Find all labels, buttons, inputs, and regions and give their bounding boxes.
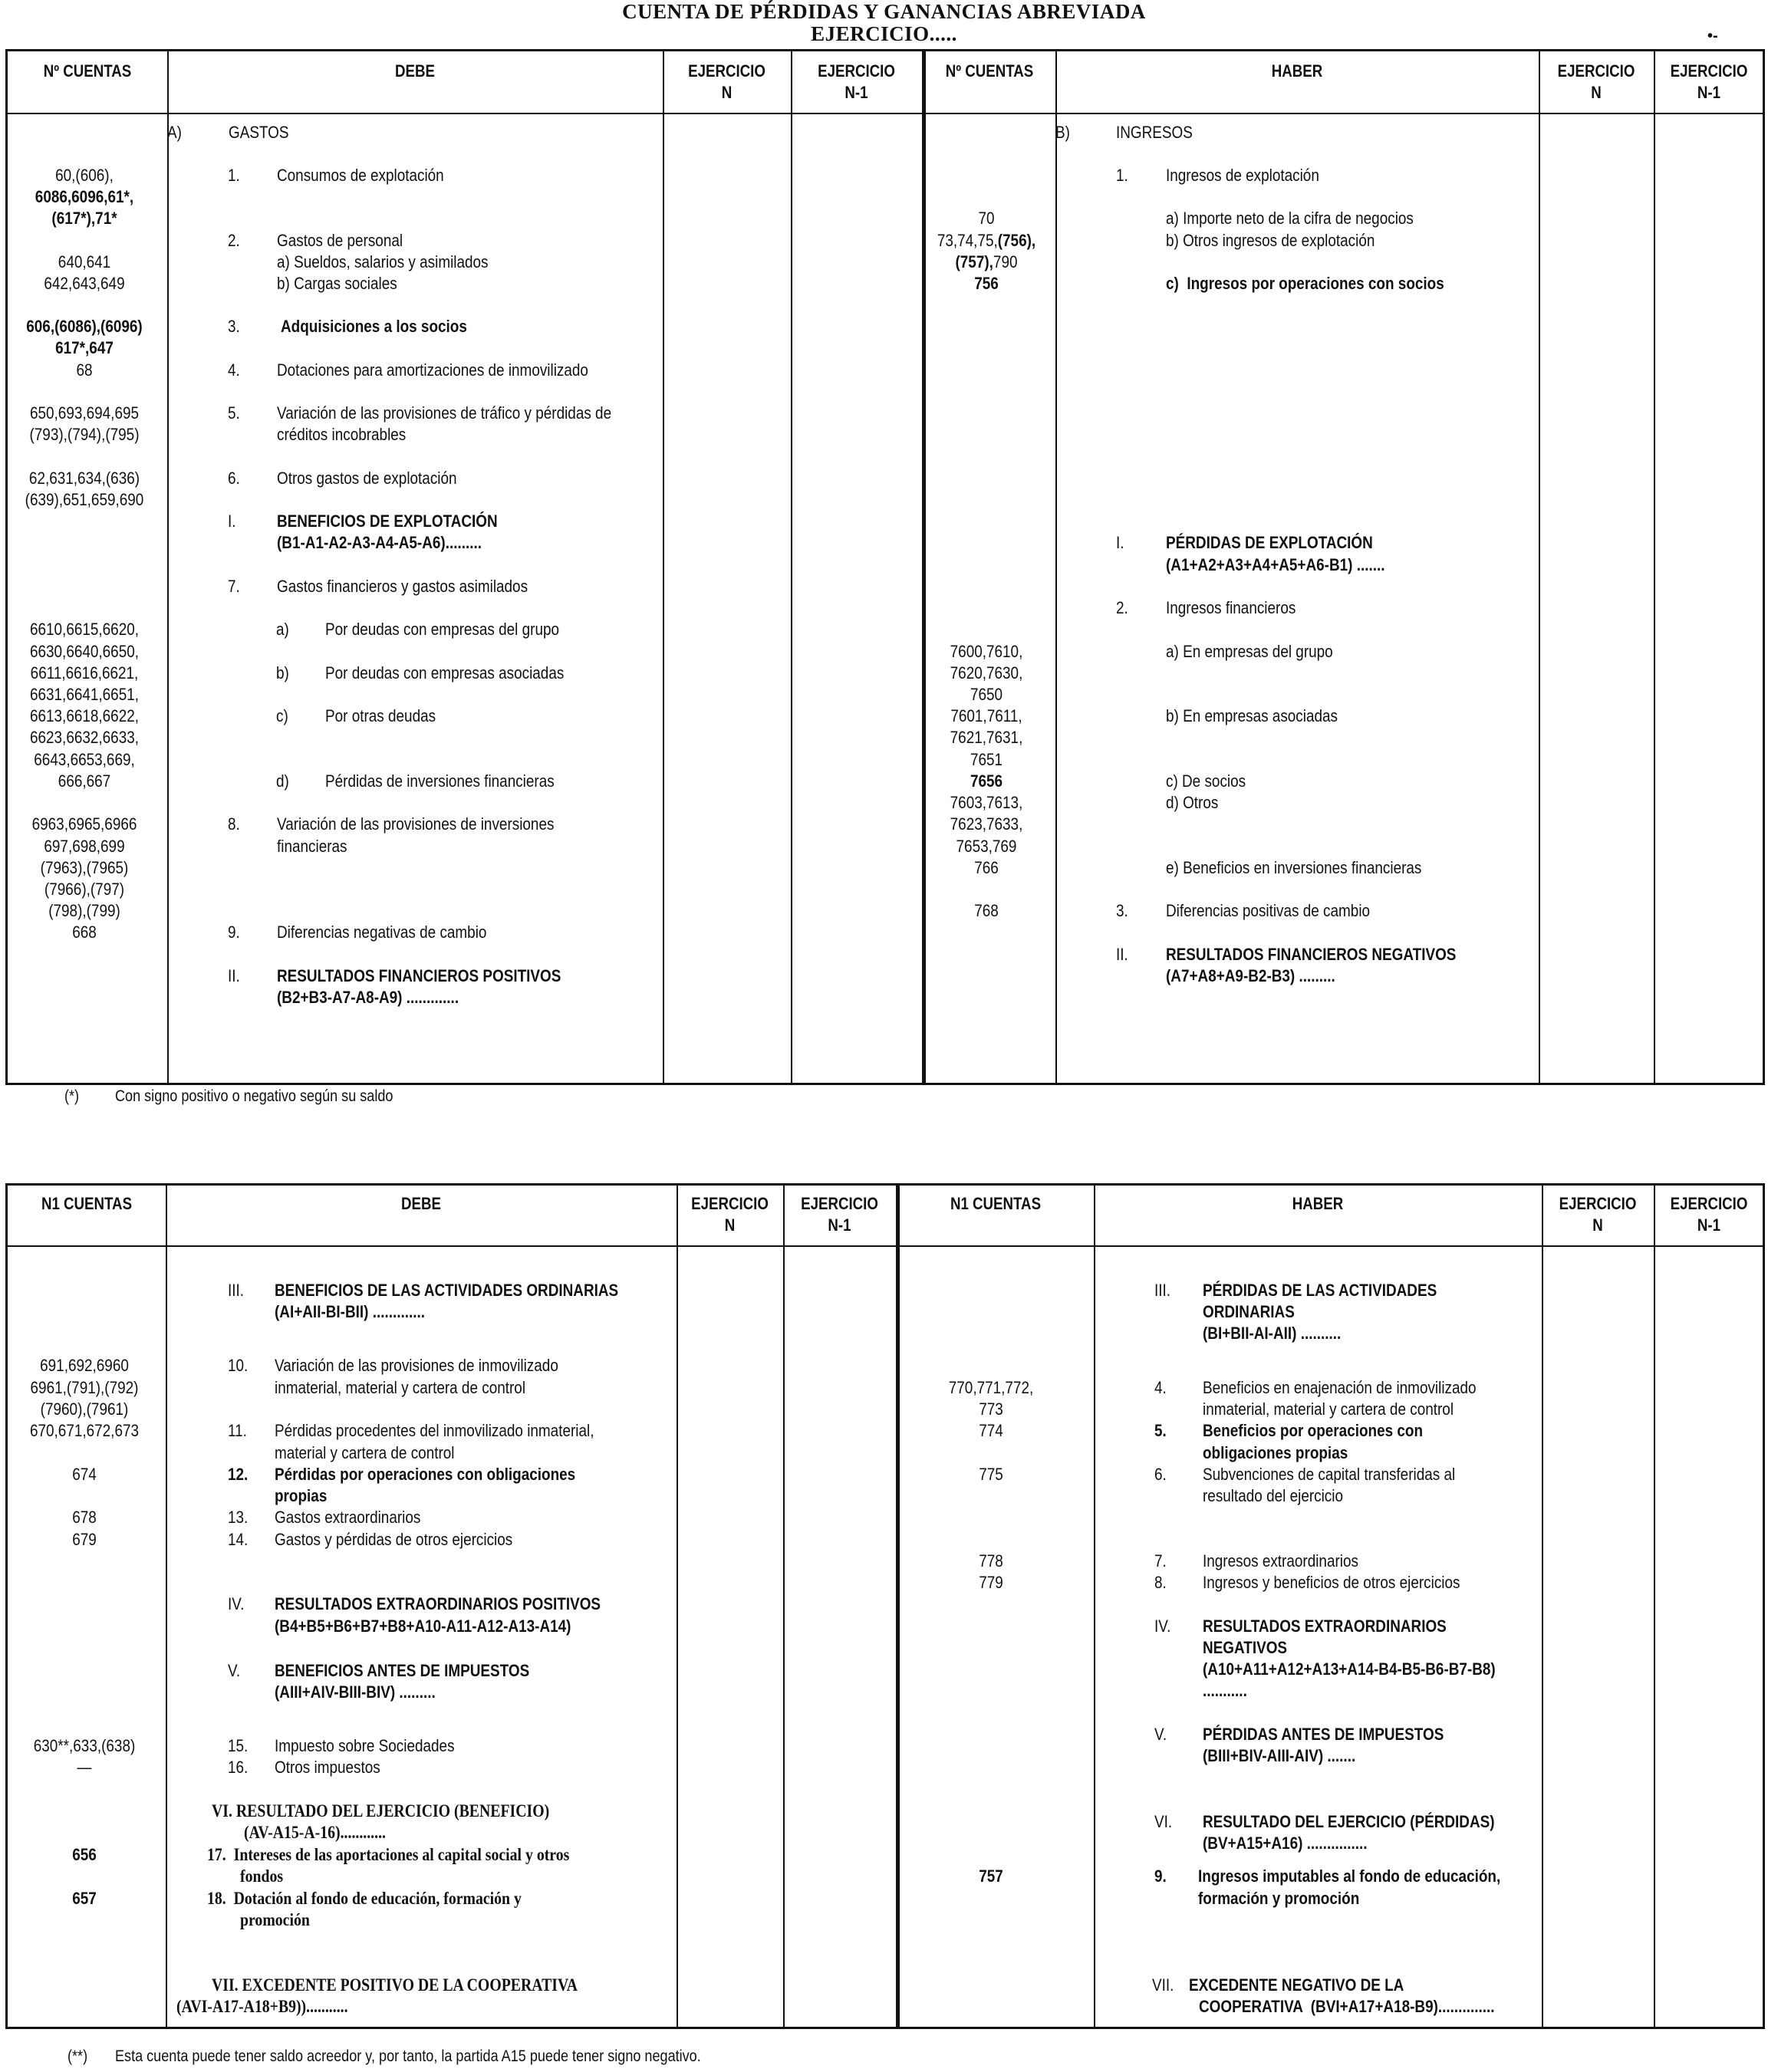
debe-item-text: Adquisiciones a los socios: [281, 317, 467, 336]
haber-item-text: (BIII+BIV-AIII-AIV) .......: [1203, 1746, 1356, 1765]
account-code-right: 768: [974, 901, 999, 920]
haber-item-text: (A1+A2+A3+A4+A5+A6-B1) .......: [1166, 555, 1385, 574]
header-ejercicio-n-right: EJERCICIO N: [1557, 61, 1635, 102]
document-subtitle: EJERCICIO.....: [811, 22, 957, 45]
debe-item-text: Gastos de personal: [277, 231, 403, 250]
account-code-right: 756: [974, 274, 999, 293]
haber-item-text: Ingresos y beneficios de otros ejercicios: [1203, 1573, 1460, 1592]
haber-item-text: (BV+A15+A16) ...............: [1203, 1834, 1368, 1853]
debe-item-text: (B1-A1-A2-A3-A4-A5-A6).........: [277, 533, 482, 552]
account-code-left: (617*),71*: [51, 209, 117, 228]
haber-item-number: 4.: [1154, 1378, 1167, 1397]
haber-item-text: formación y promoción: [1198, 1889, 1360, 1908]
haber-item-text: b) En empresas asociadas: [1166, 706, 1338, 725]
debe-item-text: Variación de las provisiones de tráfico y pérdidas de: [277, 403, 612, 423]
haber-item-text: INGRESOS: [1116, 123, 1193, 142]
header2-cuentas-right: N1 CUENTAS: [950, 1194, 1042, 1213]
haber-item-number: 5.: [1154, 1421, 1167, 1440]
debe-cooperative-item: (AVI-A17-A18+B9))...........: [176, 1997, 348, 2016]
haber-item-text: EXCEDENTE NEGATIVO DE LA: [1189, 1975, 1404, 1995]
debe-cooperative-item: 18. Dotación al fondo de educación, formación y: [207, 1889, 522, 1908]
debe-cooperative-item: (AV-A15-A-16)............: [244, 1823, 386, 1842]
account-code-right: 7621,7631,: [950, 728, 1023, 747]
account-code-left: 606,(6086),(6096): [26, 317, 143, 336]
haber-item-text: ...........: [1203, 1681, 1247, 1700]
account-code-right: 7620,7630,: [950, 663, 1023, 682]
haber-item-text: obligaciones propias: [1203, 1443, 1348, 1462]
corner-mark: •-: [1707, 28, 1718, 44]
account-code-right: 773: [979, 1399, 1003, 1419]
account-code-right: 757: [979, 1866, 1003, 1886]
account-code-left: 656: [72, 1845, 97, 1864]
account-code-right: 775: [979, 1465, 1003, 1484]
col-divider: [1094, 1186, 1095, 2027]
account-code-left: 6623,6632,6633,: [29, 728, 140, 747]
account-code-right: 7600,7610,: [950, 642, 1023, 661]
debe-item-text: Otros gastos de explotación: [277, 469, 457, 488]
account-code-left: 6963,6965,6966: [31, 814, 137, 834]
haber-item-text: d) Otros: [1166, 793, 1219, 812]
debe-item-number: a): [276, 620, 289, 639]
debe-cooperative-item: fondos: [240, 1866, 284, 1886]
haber-item-text: PÉRDIDAS ANTES DE IMPUESTOS: [1203, 1725, 1444, 1744]
debe-item-number: c): [276, 706, 288, 725]
haber-item-number: III.: [1154, 1281, 1171, 1300]
debe-item-text: material y cartera de control: [275, 1443, 455, 1462]
haber-item-text: PÉRDIDAS DE EXPLOTACIÓN: [1166, 533, 1373, 552]
account-code-left: 640,641: [58, 252, 111, 271]
header-cuentas-left: Nº CUENTAS: [43, 61, 132, 81]
debe-item-number: 2.: [228, 231, 240, 250]
debe-item-number: 7.: [228, 577, 240, 596]
account-code-right: 774: [979, 1421, 1003, 1440]
account-code-left: 697,698,699: [44, 837, 125, 856]
debe-item-text: propias: [275, 1486, 328, 1505]
account-code-left: 68: [76, 360, 93, 380]
account-code-left: (639),651,659,690: [25, 490, 144, 509]
account-code-left: 617*,647: [55, 338, 114, 357]
account-code-left: —: [77, 1758, 92, 1777]
haber-item-text: PÉRDIDAS DE LAS ACTIVIDADES: [1203, 1281, 1437, 1300]
footnote-text-1: Con signo positivo o negativo según su saldo: [115, 1087, 393, 1105]
debe-item-text: Gastos extraordinarios: [275, 1508, 421, 1527]
debe-item-number: 11.: [228, 1421, 247, 1440]
account-code-right: 7656: [970, 771, 1003, 791]
debe-item-number: 3.: [228, 317, 240, 336]
debe-item-number: 14.: [228, 1530, 249, 1549]
haber-item-text: c) De socios: [1166, 771, 1246, 791]
account-code-right: 7603,7613,: [950, 793, 1023, 812]
account-code-left: (7966),(797): [44, 880, 125, 899]
debe-item-text: Variación de las provisiones de inversiones: [277, 814, 555, 834]
debe-cooperative-item: promoción: [240, 1910, 310, 1929]
debe-item-text: Impuesto sobre Sociedades: [275, 1736, 455, 1755]
haber-item-text: resultado del ejercicio: [1203, 1486, 1343, 1505]
debe-item-number: 5.: [228, 403, 240, 423]
debe-item-text: a) Sueldos, salarios y asimilados: [277, 252, 489, 271]
haber-item-number: VII.: [1152, 1975, 1174, 1995]
debe-item-number: IV.: [228, 1594, 245, 1613]
debe-item-number: 1.: [228, 166, 240, 185]
account-code-left: 642,643,649: [44, 274, 125, 293]
account-code-left: (798),(799): [48, 901, 120, 920]
haber-item-number: II.: [1116, 945, 1128, 964]
header2-ejercicio-n1: EJERCICIO N-1: [801, 1194, 878, 1235]
haber-item-number: B): [1055, 123, 1070, 142]
account-code-left: 657: [72, 1889, 97, 1908]
account-code-left: 6086,6096,61*,: [35, 187, 134, 206]
haber-item-number: V.: [1154, 1725, 1167, 1744]
account-code-left: 650,693,694,695: [29, 403, 140, 423]
debe-item-text: (AIII+AIV-BIII-BIV) .........: [275, 1682, 436, 1702]
debe-item-number: 10.: [228, 1356, 249, 1375]
debe-item-text: Gastos financieros y gastos asimilados: [277, 577, 528, 596]
account-code-left: 630**,633,(638): [33, 1736, 136, 1755]
haber-item-text: Diferencias positivas de cambio: [1166, 901, 1371, 920]
debe-item-number: III.: [228, 1281, 245, 1300]
account-code-left: 6613,6618,6622,: [29, 706, 140, 725]
debe-item-text: Variación de las provisiones de inmovilizado: [275, 1356, 558, 1375]
debe-item-text: financieras: [277, 837, 347, 856]
col-divider: [677, 1186, 678, 2027]
haber-item-text: (BI+BII-AI-AII) ..........: [1203, 1324, 1342, 1343]
haber-item-text: ORDINARIAS: [1203, 1302, 1295, 1321]
debe-item-number: 4.: [228, 360, 240, 380]
debe-item-text: Consumos de explotación: [277, 166, 444, 185]
col-divider: [791, 51, 792, 1083]
debe-item-text: Por otras deudas: [325, 706, 436, 725]
haber-item-number: 8.: [1154, 1573, 1167, 1592]
haber-item-text: (A10+A11+A12+A13+A14-B4-B5-B6-B7-B8): [1203, 1659, 1496, 1679]
debe-item-text: RESULTADOS EXTRAORDINARIOS POSITIVOS: [275, 1594, 601, 1613]
debe-item-text: b) Cargas sociales: [277, 274, 397, 293]
debe-item-number: 9.: [228, 923, 240, 942]
haber-item-text: a) En empresas del grupo: [1166, 642, 1333, 661]
debe-cooperative-item: VI. RESULTADO DEL EJERCICIO (BENEFICIO): [212, 1801, 550, 1820]
debe-item-text: GASTOS: [229, 123, 289, 142]
col-divider: [663, 51, 664, 1083]
haber-item-text: e) Beneficios en inversiones financieras: [1166, 858, 1422, 877]
header-ejercicio-n: EJERCICIO N: [688, 61, 765, 102]
debe-cooperative-item: 17. Intereses de las aportaciones al capital social y otros: [207, 1845, 570, 1864]
debe-item-text: Por deudas con empresas del grupo: [325, 620, 560, 639]
debe-item-text: Diferencias negativas de cambio: [277, 923, 487, 942]
debe-item-text: BENEFICIOS DE EXPLOTACIÓN: [277, 511, 498, 531]
haber-item-text: Ingresos financieros: [1166, 598, 1296, 617]
haber-item-number: 9.: [1154, 1866, 1167, 1886]
footnote-mark-1: (*): [64, 1087, 80, 1105]
col-divider: [1055, 51, 1057, 1083]
account-code-right: 7650: [970, 685, 1003, 704]
haber-item-text: (A7+A8+A9-B2-B3) .........: [1166, 966, 1335, 985]
account-code-left: 62,631,634,(636): [28, 469, 140, 488]
debe-item-text: Otros impuestos: [275, 1758, 380, 1777]
haber-item-text: NEGATIVOS: [1203, 1638, 1288, 1657]
account-code-right: 766: [974, 858, 999, 877]
account-code-left: 679: [72, 1530, 97, 1549]
debe-item-text: (B2+B3-A7-A8-A9) .............: [277, 988, 459, 1007]
debe-item-number: d): [276, 771, 289, 791]
debe-item-number: II.: [228, 966, 240, 985]
footnote-text-2: Esta cuenta puede tener saldo acreedor y, por tanto, la partida A15 puede tener signo negativo.: [115, 2047, 701, 2065]
haber-item-text: Ingresos imputables al fondo de educación,: [1198, 1866, 1501, 1886]
header2-cuentas-left: N1 CUENTAS: [41, 1194, 133, 1213]
debe-item-number: 15.: [228, 1736, 249, 1755]
debe-item-number: 6.: [228, 469, 240, 488]
debe-item-number: V.: [228, 1661, 241, 1680]
account-code-left: (7963),(7965): [40, 858, 129, 877]
header2-ejercicio-n1-right: EJERCICIO N-1: [1670, 1194, 1748, 1235]
debe-item-text: BENEFICIOS DE LAS ACTIVIDADES ORDINARIAS: [275, 1281, 619, 1300]
haber-item-number: I.: [1116, 533, 1124, 552]
header-ejercicio-n1: EJERCICIO N-1: [818, 61, 895, 102]
account-code-left: 670,671,672,673: [29, 1421, 140, 1440]
debe-item-number: 16.: [228, 1758, 249, 1777]
debe-item-text: Pérdidas por operaciones con obligaciones: [275, 1465, 576, 1484]
col-divider: [1542, 1186, 1543, 2027]
col-divider: [1539, 51, 1540, 1083]
col-divider: [1654, 1186, 1655, 2027]
header2-debe: DEBE: [401, 1194, 441, 1213]
pyg-table-1: [5, 49, 1765, 1085]
account-code-left: (793),(794),(795): [29, 425, 140, 444]
col-divider: [1654, 51, 1655, 1083]
account-code-left: 666,667: [58, 771, 111, 791]
account-code-left: 60,(606),: [55, 166, 114, 185]
account-code-right: 779: [979, 1573, 1003, 1592]
haber-item-text: Beneficios en enajenación de inmovilizado: [1203, 1378, 1477, 1397]
header-divider: [8, 1245, 1763, 1247]
debe-item-text: Pérdidas procedentes del inmovilizado inmaterial,: [275, 1421, 594, 1440]
debe-item-number: 13.: [228, 1508, 249, 1527]
debe-item-text: BENEFICIOS ANTES DE IMPUESTOS: [275, 1661, 530, 1680]
haber-item-number: 7.: [1154, 1551, 1167, 1570]
debe-item-text: Por deudas con empresas asociadas: [325, 663, 565, 682]
col-divider: [167, 51, 169, 1083]
haber-item-number: 2.: [1116, 598, 1128, 617]
account-code-left: (7960),(7961): [40, 1399, 129, 1419]
account-code-left: 6961,(791),(792): [30, 1378, 139, 1397]
col-divider-center: [896, 1186, 900, 2027]
account-code-right: (757),790: [955, 252, 1018, 271]
haber-item-text: COOPERATIVA (BVI+A17+A18-B9)..............: [1199, 1997, 1495, 2016]
header-haber: HABER: [1271, 61, 1323, 81]
haber-item-text: b) Otros ingresos de explotación: [1166, 231, 1375, 250]
haber-item-text: inmaterial, material y cartera de control: [1203, 1399, 1454, 1419]
debe-item-number: 12.: [228, 1465, 249, 1484]
account-code-right: 70: [978, 209, 995, 228]
account-code-right: 7651: [970, 750, 1003, 769]
debe-item-text: RESULTADOS FINANCIEROS POSITIVOS: [277, 966, 561, 985]
debe-item-number: 8.: [228, 814, 240, 834]
debe-item-text: inmaterial, material y cartera de control: [275, 1378, 526, 1397]
account-code-left: 6611,6616,6621,: [30, 663, 139, 682]
account-code-left: 674: [72, 1465, 97, 1484]
haber-item-text: c) Ingresos por operaciones con socios: [1166, 274, 1444, 293]
account-code-left: 691,692,6960: [40, 1356, 129, 1375]
haber-item-text: Subvenciones de capital transferidas al: [1203, 1465, 1456, 1484]
debe-item-number: A): [167, 123, 182, 142]
col-divider-center: [922, 51, 926, 1083]
account-code-right: 73,74,75,(756),: [937, 231, 1036, 250]
account-code-left: 668: [72, 923, 97, 942]
footnote-mark-2: (**): [67, 2047, 88, 2065]
debe-item-text: créditos incobrables: [277, 425, 407, 444]
haber-item-text: RESULTADOS EXTRAORDINARIOS: [1203, 1616, 1447, 1636]
haber-item-number: 6.: [1154, 1465, 1167, 1484]
haber-item-text: Beneficios por operaciones con: [1203, 1421, 1424, 1440]
haber-item-text: Ingresos extraordinarios: [1203, 1551, 1358, 1570]
account-code-right: 7601,7611,: [950, 706, 1022, 725]
haber-item-text: RESULTADOS FINANCIEROS NEGATIVOS: [1166, 945, 1457, 964]
account-code-right: 7653,769: [956, 837, 1017, 856]
account-code-left: 6643,6653,669,: [34, 750, 135, 769]
header-divider: [8, 113, 1763, 114]
account-code-left: 678: [72, 1508, 97, 1527]
account-code-right: 7623,7633,: [950, 814, 1023, 834]
haber-item-text: RESULTADO DEL EJERCICIO (PÉRDIDAS): [1203, 1812, 1495, 1831]
debe-item-number: I.: [228, 511, 236, 531]
header2-ejercicio-n-right: EJERCICIO N: [1559, 1194, 1637, 1235]
haber-item-text: a) Importe neto de la cifra de negocios: [1166, 209, 1414, 228]
debe-item-number: b): [276, 663, 289, 682]
debe-item-text: (B4+B5+B6+B7+B8+A10-A11-A12-A13-A14): [275, 1616, 571, 1636]
col-divider: [166, 1186, 167, 2027]
header-cuentas-right: Nº CUENTAS: [945, 61, 1034, 81]
account-code-right: 778: [979, 1551, 1003, 1570]
haber-item-number: 1.: [1116, 166, 1128, 185]
haber-item-number: VI.: [1154, 1812, 1173, 1831]
account-code-left: 6610,6615,6620,: [29, 620, 140, 639]
account-code-right: 770,771,772,: [948, 1378, 1034, 1397]
debe-item-text: Gastos y pérdidas de otros ejercicios: [275, 1530, 513, 1549]
header2-haber: HABER: [1292, 1194, 1344, 1213]
account-code-left: 6631,6641,6651,: [29, 685, 140, 704]
debe-item-text: (AI+AII-BI-BII) .............: [275, 1302, 426, 1321]
col-divider: [783, 1186, 785, 2027]
document-title: CUENTA DE PÉRDIDAS Y GANANCIAS ABREVIADA: [622, 0, 1146, 23]
header-ejercicio-n1-right: EJERCICIO N-1: [1670, 61, 1748, 102]
debe-item-text: Dotaciones para amortizaciones de inmovilizado: [277, 360, 588, 380]
haber-item-text: Ingresos de explotación: [1166, 166, 1319, 185]
header2-ejercicio-n: EJERCICIO N: [691, 1194, 769, 1235]
debe-cooperative-item: VII. EXCEDENTE POSITIVO DE LA COOPERATIVA: [212, 1975, 578, 1995]
haber-item-number: 3.: [1116, 901, 1128, 920]
account-code-left: 6630,6640,6650,: [29, 642, 140, 661]
haber-item-number: IV.: [1154, 1616, 1171, 1636]
header-debe: DEBE: [395, 61, 435, 81]
debe-item-text: Pérdidas de inversiones financieras: [325, 771, 555, 791]
